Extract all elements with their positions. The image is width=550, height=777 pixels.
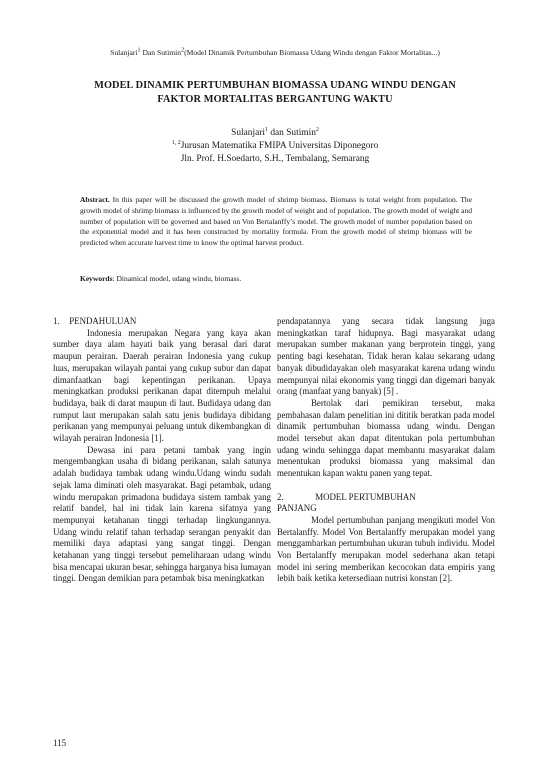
abstract-text: In this paper will be discussed the growth model of shrimp biomass. Biomass is total weight from population. The growth model of shrimp biomass is influenced by the growth model of weight and of population. The growth model of weight and number of population will be governed and based on Von Bertalanffy’s model. The growth model of number population based on the exponential model and it has been constructed by mortality formula. From the growth model of shrimp biomass will be predicted when accurate harvest time to know the optimal harvest product.: [80, 195, 472, 248]
page-number: 115: [53, 738, 67, 748]
paragraph: Model pertumbuhan panjang mengikuti model Von Bertalanffy. Model Von Bertalanffy merupakan model yang menggambarkan pertumbuhan ukuran tubuh individu. Model Von Bertalanffy merupakan model sederhana akan tetapi model ini sering memberikan kecocokan data empiris yang lebih baik ketika ketersediaan nutrisi konstan [2].: [277, 514, 495, 584]
section-heading: 1. PENDAHULUAN: [53, 316, 137, 326]
right-column: [277, 316, 495, 585]
keywords-label: Keywords: [80, 274, 113, 283]
paragraph: pendapatannya yang secara tidak langsung juga meningkatkan taraf hidupnya. Bagi masyarakat udang merupakan sumber makanan yang berprotein tinggi, yang penting bagi kesehatan. Tidak heran kalau sekarang udang banyak dibudidayakan oleh masyarakat karena udang windu mempunyai nilai ekonomis yang tinggi dan digemari banyak orang (manfaat yang banyak) [5] .: [277, 316, 495, 397]
keywords: [80, 274, 472, 284]
author-names: Sulanjari$^1$ dan Sutimin$^2$: [231, 126, 319, 138]
paragraph: Indonesia merupakan Negara yang kaya akan sumber daya alam hayati baik yang berasal dari darat maupun perairan. Daerah perairan Indonesia yang cukup luas, merupakan wilayah pantai yang cukup subur dan dapat dimanfaatkan bagi kepentingan perikanan. Upaya meningkatkan produksi perikanan dapat ditempuh melalui budidaya, baik di darat maupun di laut. Budidaya udang dan rumput laut merupakan salah satu jenis budidaya dibidang perikanan yang mempunyai peluang untuk dikembangkan di wilayah perairan Indonesia [1].: [53, 327, 271, 444]
abstract-label: Abstract.: [80, 195, 110, 204]
section-heading: 2. MODEL PERTUMBUHAN: [277, 491, 416, 502]
paper-title-line: MODEL DINAMIK PERTUMBUHAN BIOMASSA UDANG WINDU DENGAN: [94, 80, 456, 91]
keywords-text: : Dinamical model, udang windu, biomass.: [112, 274, 242, 283]
paragraph: Dewasa ini para petani tambak yang ingin mengembangkan usaha di bidang perikanan, salah satunya adalah budidaya tambak udang windu.Udang windu sudah sejak lama diminati oleh masyarakat. Bagi petambak, udang windu merupakan primadona budidaya sistem tambak yang relatif bandel, hal ini tidak lain karena sifatnya yang mempunyai ketahanan tinggi terhadap lingkungannya. Udang windu relatif tahan terhadap serangan penyakit dan memiliki daya adaptasi yang sangat tinggi. Dengan ketahanan yang tinggi tersebut pemeliharaan udang windu bisa mencapai ukuran besar, sehingga harganya bisa lumayan tinggi. Dengan demikian para petambak bisa meningkatkan: [53, 444, 271, 584]
paper-title-line: FAKTOR MORTALITAS BERGANTUNG WAKTU: [157, 94, 393, 105]
author-block: [60, 127, 490, 166]
running-header: Sulanjari$^1$ Dan Sutimin$^2$(Model Dinamik Pertumbuhan Biomassa Udang Windu dengan Faktor Mortalitas...): [110, 47, 440, 57]
author-affiliation: $^{1, 2}$Jurusan Matematika FMIPA Universitas Diponegoro: [171, 139, 379, 151]
paragraph: Bertolak dari pemikiran tersebut, maka pembahasan dalam penelitian ini dititik beratkan pada model dinamik pertumbuhan biomassa udang windu. Dengan model tersebut akan dapat ditentukan pola pertumbuhan udang windu sehingga dapat membantu masyarakat dalam menentukan produksi biomassa yang maksimal dan menentukan kapan waktu panen yang tepat.: [277, 397, 495, 479]
left-column: [53, 316, 271, 585]
section-heading-cont: PANJANG: [277, 503, 317, 514]
abstract: [80, 195, 472, 249]
paper-title: [40, 79, 510, 107]
author-address: Jln. Prof. H.Soedarto, S.H., Tembalang, Semarang: [180, 154, 370, 164]
